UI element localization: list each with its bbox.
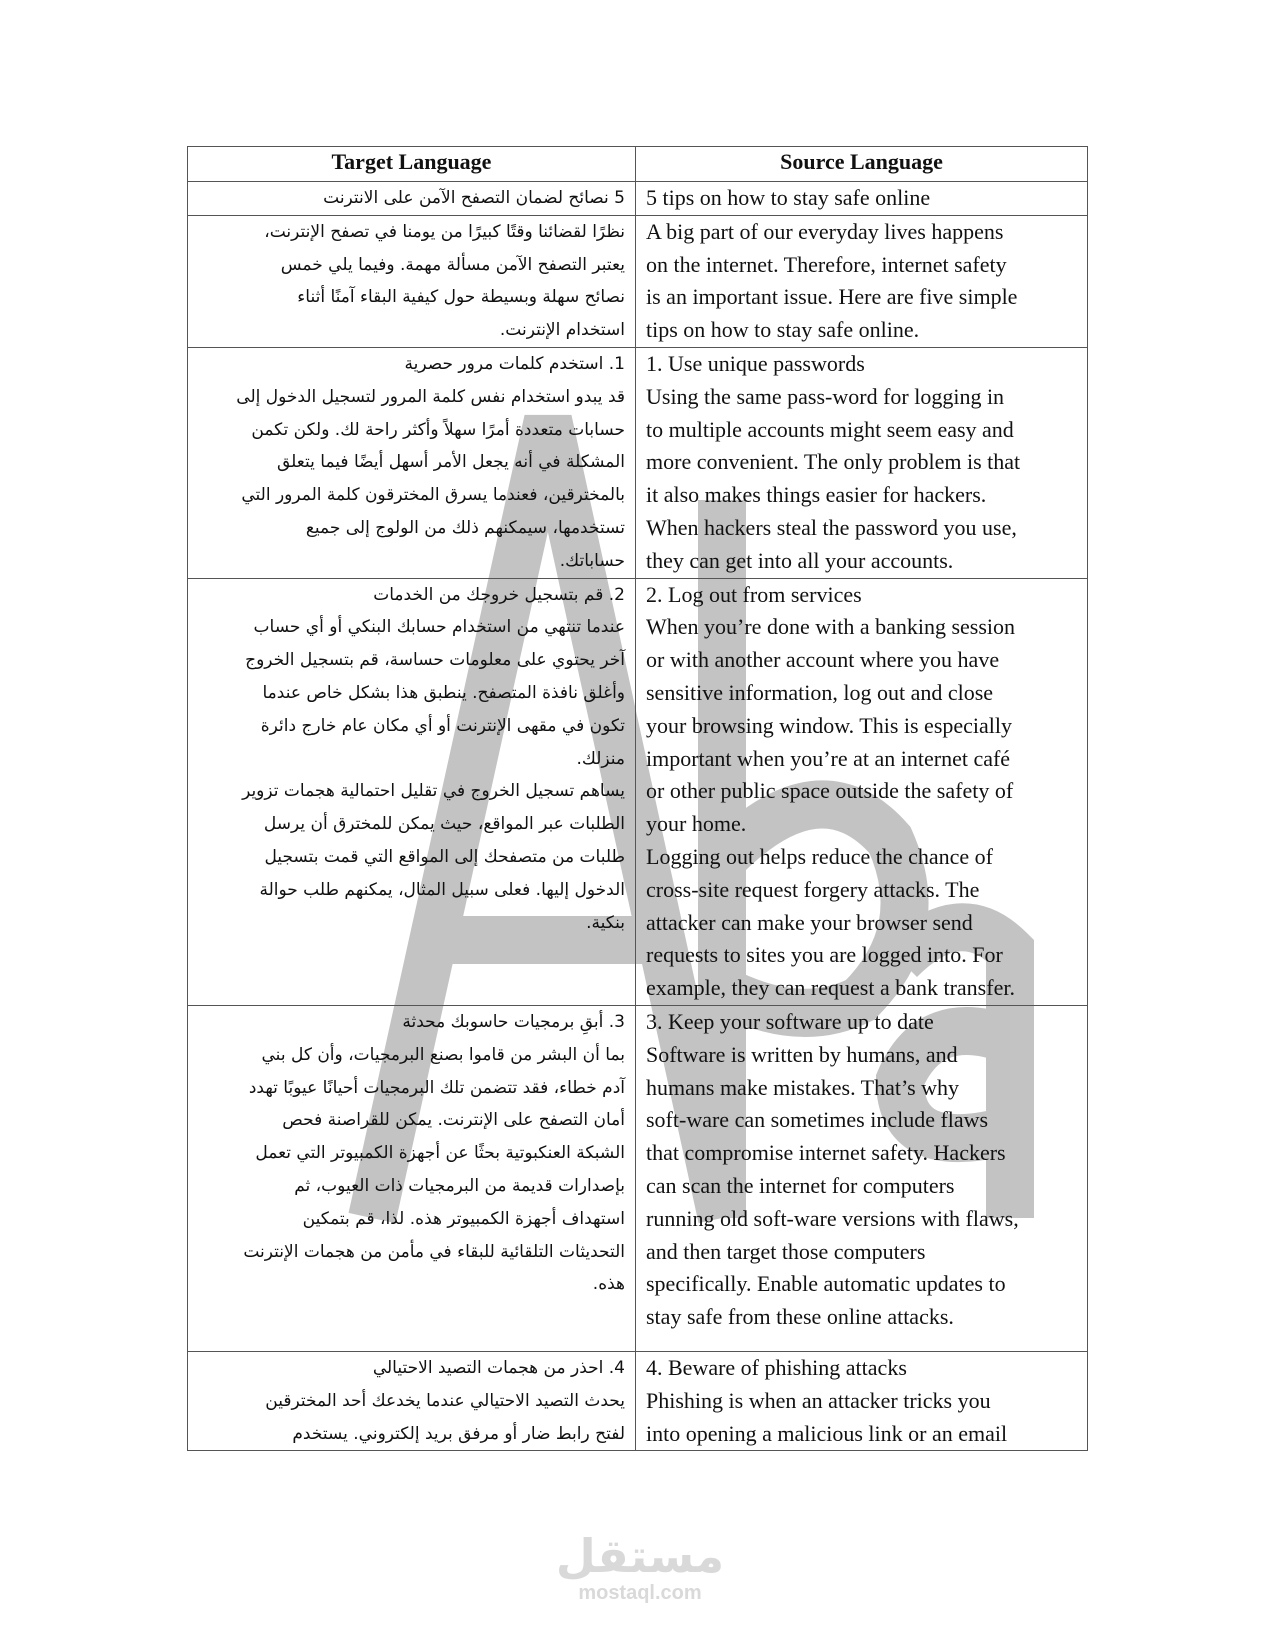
translation-table (187, 146, 1088, 1451)
source-text-line: example, they can request a bank transfer. (646, 975, 1015, 1001)
target-text-line: طلبات من متصفحك إلى المواقع التي قمت بتسجيل (264, 846, 625, 867)
source-text-line: A big part of our everyday lives happens (646, 218, 1004, 244)
source-text-line: Logging out helps reduce the chance of (646, 843, 993, 869)
target-text-line: تستخدمها، سيمكنهم ذلك من الولوج إلى جميع (305, 517, 625, 538)
target-text-line: لفتح رابط ضار أو مرفق بريد إلكتروني. يستخدم (292, 1423, 625, 1444)
source-text-line: they can get into all your accounts. (646, 547, 954, 573)
target-text-line: آدم خطاء، فقد تتضمن تلك البرمجيات أحيانًا عيوبًا تهدد (248, 1077, 625, 1098)
source-text-line: or other public space outside the safety of (646, 778, 1014, 804)
source-text-line: to multiple accounts might seem easy and (646, 416, 1014, 442)
source-text-line: requests to sites you are logged into. For (646, 942, 1003, 968)
source-text-line: running old soft-ware versions with flaws, (646, 1205, 1019, 1231)
target-text-line: نصائح سهلة وبسيطة حول كيفية البقاء آمنًا أثناء (297, 287, 625, 308)
target-text-line: الشبكة العنكبوتية بحثًا عن أجهزة الكمبيوتر التي تعمل (255, 1143, 625, 1164)
target-text-line: يعتبر التصفح الآمن مسألة مهمة. وفيما يلي خمس (280, 254, 625, 275)
target-text-line: أمان التصفح على الإنترنت. يمكن للقراصنة فحص (282, 1110, 625, 1131)
source-text-line: stay safe from these online attacks. (646, 1304, 954, 1330)
source-text-line: 3. Keep your software up to date (646, 1008, 934, 1034)
target-text-line: نظرًا لقضائنا وقتًا كبيرًا من يومنا في تصفح الإنترنت، (264, 221, 625, 242)
table-row (188, 578, 1088, 1005)
source-text-line: cross-site request forgery attacks. The (646, 876, 980, 902)
source-text-line: 2. Log out from services (646, 581, 862, 607)
target-text-line: الطلبات عبر المواقع، حيث يمكن للمخترق أن يرسل (263, 814, 625, 835)
table-row (188, 1005, 1088, 1351)
target-cell (188, 347, 636, 578)
source-text-line: specifically. Enable automatic updates to (646, 1271, 1006, 1297)
source-language-header: Source Language (636, 147, 1088, 182)
source-cell (636, 182, 1088, 216)
source-text-line: soft-ware can sometimes include flaws (646, 1107, 989, 1133)
target-cell (188, 1005, 636, 1351)
target-text-line: 4. احذر من هجمات التصيد الاحتيالي (372, 1357, 625, 1378)
target-text-line: تكون في مقهى الإنترنت أو أي مكان عام خارج دائرة (260, 715, 625, 736)
source-text-line: 4. Beware of phishing attacks (646, 1354, 907, 1380)
source-text-line: into opening a malicious link or an email (646, 1420, 1008, 1446)
target-text-line: حسابات متعددة أمرًا سهلاً وأكثر راحة لك. ولكن تكمن (251, 419, 625, 440)
target-text-line: استخدام الإنترنت. (499, 320, 625, 341)
table-row (188, 182, 1088, 216)
table-body (188, 182, 1088, 1451)
source-cell (636, 1351, 1088, 1450)
source-text-line: your browsing window. This is especially (646, 712, 1013, 738)
source-text-line: Using the same pass-word for logging in (646, 383, 1005, 409)
target-cell (188, 215, 636, 347)
source-text-line: 1. Use unique passwords (646, 350, 865, 376)
source-text-line: more convenient. The only problem is that (646, 449, 1021, 475)
target-text-line: عندما تنتهي من استخدام حسابك البنكي أو أي حساب (253, 617, 625, 638)
source-text-line: tips on how to stay safe online. (646, 317, 920, 343)
source-text-line: can scan the internet for computers (646, 1172, 955, 1198)
source-text-line: your home. (646, 811, 747, 837)
target-cell (188, 1351, 636, 1450)
source-cell (636, 347, 1088, 578)
table-row (188, 215, 1088, 347)
target-text-line: المشكلة في أنه يجعل الأمر أسهل أيضًا فيما يتعلق (277, 452, 625, 473)
target-text-line: بما أن البشر من قاموا بصنع البرمجيات، وأن كل بني (261, 1044, 625, 1065)
source-text-line: that compromise internet safety. Hackers (646, 1140, 1006, 1166)
target-language-header: Target Language (188, 147, 636, 182)
source-text-line: When hackers steal the password you use, (646, 514, 1017, 540)
source-text-line: sensitive information, log out and close (646, 679, 994, 705)
target-text-line: بالمخترقين، فعندما يسرق المخترقون كلمة المرور التي (241, 485, 625, 506)
target-text-line: بنكية. (586, 912, 625, 933)
brand-name: مستقل (555, 1529, 725, 1583)
source-text-line: Phishing is when an attacker tricks you (646, 1387, 991, 1413)
source-text-line: important when you’re at an internet café (646, 745, 1011, 771)
source-text-line: When you’re done with a banking session (646, 614, 1016, 640)
source-text-line: it also makes things easier for hackers. (646, 482, 987, 508)
target-text-line: استهداف أجهزة الكمبيوتر هذه. لذا، قم بتمكين (302, 1208, 625, 1229)
target-text-line: 2. قم بتسجيل خروجك من الخدمات (373, 584, 625, 605)
target-cell (188, 182, 636, 216)
table-row (188, 347, 1088, 578)
source-cell (636, 1005, 1088, 1351)
target-text-line: وأغلق نافذة المتصفح. ينطبق هذا بشكل خاص عندما (262, 682, 625, 703)
source-text-line: and then target those computers (646, 1238, 926, 1264)
target-text-line: بإصدارات قديمة من البرمجيات ذات العيوب، ثم (294, 1175, 625, 1196)
target-text-line: هذه. (592, 1274, 625, 1295)
target-text-line: يساهم تسجيل الخروج في تقليل احتمالية هجمات تزوير (242, 781, 625, 802)
brand-url: mostaql.com (578, 1582, 702, 1604)
target-text-line: منزلك. (576, 748, 625, 769)
source-text-line: humans make mistakes. That’s why (646, 1074, 960, 1100)
target-text-line: قد يبدو استخدام نفس كلمة المرور لتسجيل الدخول إلى (236, 386, 625, 407)
table-header-row (188, 147, 1088, 182)
target-text-line: حساباتك. (559, 550, 625, 571)
target-text-line: يحدث التصيد الاحتيالي عندما يخدعك أحد المخترقين (265, 1390, 625, 1411)
table-row (188, 1351, 1088, 1450)
target-text-line: التحديثات التلقائية للبقاء في مأمن من هجمات الإنترنت (243, 1241, 625, 1262)
source-text-line: is an important issue. Here are five simple (646, 284, 1018, 310)
target-text-line: آخر يحتوي على معلومات حساسة، قم بتسجيل الخروج (245, 650, 625, 671)
source-text-line: Software is written by humans, and (646, 1041, 958, 1067)
source-text-line: on the internet. Therefore, internet safety (646, 251, 1007, 277)
target-text-line: الدخول إليها. فعلى سبيل المثال، يمكنهم طلب حوالة (259, 879, 625, 900)
target-cell (188, 578, 636, 1005)
source-cell (636, 578, 1088, 1005)
source-text-line: or with another account where you have (646, 647, 1000, 673)
source-text-line: 5 tips on how to stay safe online (646, 185, 931, 210)
source-cell (636, 215, 1088, 347)
target-text-line: 5 نصائح لضمان التصفح الآمن على الانترنت (323, 188, 625, 208)
target-text-line: 3. أبقِ برمجيات حاسوبك محدثة (402, 1011, 625, 1032)
target-text-line: 1. استخدم كلمات مرور حصرية (404, 353, 625, 374)
source-text-line: attacker can make your browser send (646, 909, 973, 935)
mostaql-logo (555, 1530, 725, 1604)
